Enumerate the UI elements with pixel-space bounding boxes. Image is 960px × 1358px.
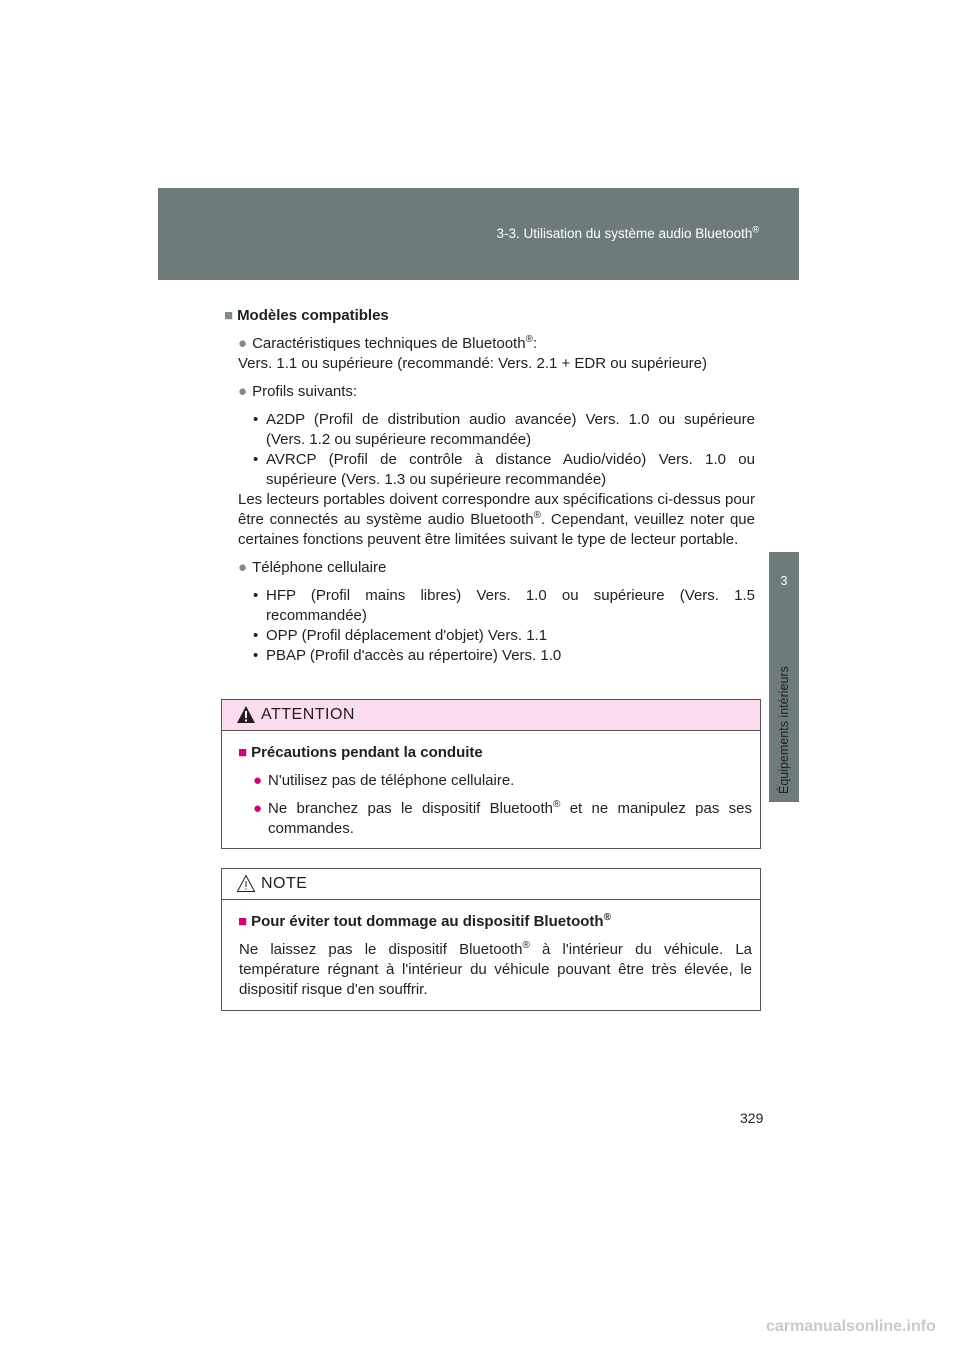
attention-bullet: ● Ne branchez pas le dispositif Bluetooth® et ne manipulez pas ses commandes. [253, 799, 753, 837]
list-item: ● Profils suivants: [238, 383, 358, 400]
profile-item: • HFP (Profil mains libres) Vers. 1.0 ou supérieure (Vers. 1.5 recommandée) [224, 586, 755, 626]
profile-item: • A2DP (Profil de distribution audio avancée) Vers. 1.0 ou supérieure (Vers. 1.2 ou supérieure recommandée) [224, 410, 755, 450]
note-header [222, 869, 760, 900]
list-item-continuation: Vers. 1.1 ou supérieure (recommandé: Vers. 2.1 + EDR ou supérieure) [238, 355, 707, 372]
attention-heading: ■ Précautions pendant la conduite [238, 744, 483, 761]
section-title: 3-3. Utilisation du système audio Bluetooth® [496, 224, 759, 241]
paragraph: Les lecteurs portables doivent correspondre aux spécifications ci-dessus pour être connectés au système audio Bluetooth®. Cependant, veuillez noter que certaines fonctions peuvent être limitées suivant le type de lecteur portable. [238, 491, 755, 548]
warning-icon [236, 705, 256, 724]
profile-item: • AVRCP (Profil de contrôle à distance Audio/vidéo) Vers. 1.0 ou supérieure (Vers. 1.3 ou supérieure recommandée) [224, 450, 755, 490]
watermark: carmanualsonline.info [766, 1318, 936, 1335]
list-item: ● Téléphone cellulaire [238, 559, 387, 576]
attention-body [222, 731, 760, 857]
section-heading: ■ Modèles compatibles [224, 307, 389, 324]
attention-header [222, 700, 760, 731]
profile-item: • OPP (Profil déplacement d'objet) Vers. 1.1 [224, 626, 755, 646]
note-box [221, 868, 761, 1011]
caution-outline-icon [236, 874, 256, 893]
page-number: 329 [740, 1110, 764, 1126]
attention-box [221, 699, 761, 849]
note-body [222, 900, 760, 1018]
note-text: Ne laissez pas le dispositif Bluetooth® à l'intérieur du véhicule. La température régnant à l'intérieur du véhicule pouvant être très élevée, le dispositif risque d'en souffrir. [239, 940, 753, 998]
chapter-label: Équipements intérieurs [777, 666, 791, 794]
main-content [224, 306, 755, 666]
profile-item: • PBAP (Profil d'accès au répertoire) Vers. 1.0 [224, 646, 755, 666]
note-heading: ■ Pour éviter tout dommage au dispositif Bluetooth® [238, 912, 611, 930]
list-item: ● Caractéristiques techniques de Bluetooth®: [238, 334, 538, 352]
attention-title: ATTENTION [261, 706, 355, 723]
chapter-number: 3 [780, 574, 788, 588]
attention-bullet: ● N'utilisez pas de téléphone cellulaire. [253, 772, 515, 789]
header-band [158, 188, 799, 280]
note-title: NOTE [261, 875, 308, 892]
